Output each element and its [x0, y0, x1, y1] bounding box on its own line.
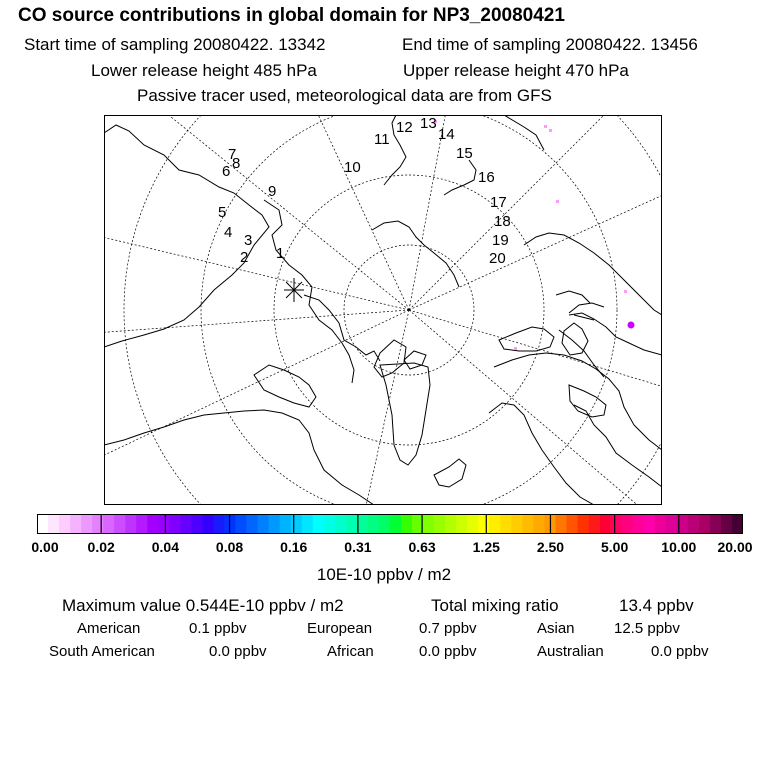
colorbar-tick-label: 0.04	[151, 539, 179, 555]
trajectory-time-label: 7	[228, 146, 237, 163]
colorbar-swatch	[666, 514, 677, 534]
trajectory-time-label: 5	[218, 204, 227, 221]
colorbar-swatch	[191, 514, 202, 534]
trajectory-time-label: 12	[396, 119, 413, 136]
colorbar-tick-label: 0.16	[280, 539, 308, 555]
plot-title: CO source contributions in global domain for NP3_20080421	[18, 5, 565, 26]
trajectory-time-label: 8	[232, 155, 241, 172]
colorbar-swatch	[357, 514, 368, 534]
plume-dot	[549, 129, 552, 132]
total-mixing-value: 13.4 ppbv	[619, 596, 694, 615]
trajectory-time-label: 9	[268, 183, 277, 200]
colorbar-swatch	[136, 514, 147, 534]
region-name-european: European	[307, 620, 373, 637]
region-name-south-american: South American	[49, 643, 155, 660]
colorbar-swatch	[202, 514, 213, 534]
colorbar-swatch	[70, 514, 81, 534]
trajectory-time-label: 4	[224, 224, 233, 241]
region-name-african: African	[327, 643, 374, 660]
trajectory-time-label: 1	[276, 245, 285, 262]
map-canvas	[104, 115, 662, 505]
colorbar-unit: 10E-10 ppbv / m2	[316, 565, 452, 584]
trajectory-time-label: 11	[374, 131, 390, 148]
trajectory-time-label: 2	[240, 249, 249, 266]
max-value-label: Maximum value 0.544E-10 ppbv / m2	[62, 596, 344, 615]
colorbar-swatch	[732, 514, 743, 534]
colorbar-tick-label: 10.00	[661, 539, 697, 555]
region-name-australian: Australian	[537, 643, 604, 660]
colorbar-swatch	[324, 514, 335, 534]
trajectory-time-label: 19	[492, 232, 509, 249]
colorbar-swatch	[291, 514, 302, 534]
colorbar-swatch	[313, 514, 324, 534]
upper-release-label: Upper release height 470 hPa	[403, 61, 629, 80]
region-value-european: 0.7 ppbv	[419, 620, 477, 637]
region-name-american: American	[77, 620, 141, 637]
colorbar-swatch	[401, 514, 412, 534]
colorbar-swatch	[346, 514, 357, 534]
colorbar-swatch	[611, 514, 622, 534]
colorbar-tick-label: 0.02	[87, 539, 115, 555]
colorbar-swatch	[489, 514, 500, 534]
end-time-label: End time of sampling 20080422. 13456	[402, 35, 698, 54]
trajectory-time-label: 6	[222, 163, 231, 180]
colorbar-swatch	[511, 514, 522, 534]
colorbar-swatch	[500, 514, 511, 534]
colorbar-tick-label: 1.25	[472, 539, 500, 555]
colorbar-swatch	[368, 514, 379, 534]
trajectory-time-label: 14	[438, 126, 455, 143]
plume-dot	[556, 200, 559, 203]
colorbar-swatch	[445, 514, 456, 534]
plume-dot	[624, 290, 627, 293]
colorbar-swatch	[688, 514, 699, 534]
colorbar-tick-label: 0.31	[344, 539, 372, 555]
region-value-australian: 0.0 ppbv	[651, 643, 709, 660]
colorbar-swatch	[622, 514, 633, 534]
colorbar-swatch	[379, 514, 390, 534]
colorbar-swatch	[710, 514, 721, 534]
trajectory-time-label: 17	[490, 194, 507, 211]
colorbar-swatch	[589, 514, 600, 534]
colorbar-swatch	[699, 514, 710, 534]
region-value-asian: 12.5 ppbv	[614, 620, 680, 637]
colorbar-swatch	[48, 514, 59, 534]
region-name-asian: Asian	[537, 620, 575, 637]
trajectory-time-label: 18	[494, 213, 511, 230]
region-value-african: 0.0 ppbv	[419, 643, 477, 660]
colorbar-swatch	[125, 514, 136, 534]
trajectory-time-label: 3	[244, 232, 253, 249]
colorbar-swatch	[567, 514, 578, 534]
colorbar-swatch	[81, 514, 92, 534]
region-value-south-american: 0.0 ppbv	[209, 643, 267, 660]
colorbar-swatch	[600, 514, 611, 534]
colorbar-swatch	[180, 514, 191, 534]
colorbar-swatch	[633, 514, 644, 534]
colorbar-swatch	[103, 514, 114, 534]
trajectory-time-label: 20	[489, 250, 506, 267]
colorbar-swatch	[533, 514, 544, 534]
colorbar-tick-label: 0.00	[31, 539, 59, 555]
colorbar-swatch	[555, 514, 566, 534]
colorbar-swatch	[522, 514, 533, 534]
colorbar-swatch	[225, 514, 236, 534]
trajectory-time-label: 16	[478, 169, 495, 186]
colorbar-swatch	[478, 514, 489, 534]
colorbar-swatch	[269, 514, 280, 534]
colorbar-swatch	[302, 514, 313, 534]
plume-dot	[544, 125, 547, 128]
colorbar-tick-label: 20.00	[717, 539, 753, 555]
colorbar-swatch	[258, 514, 269, 534]
colorbar-swatch	[280, 514, 291, 534]
plume-dot	[514, 347, 517, 350]
colorbar-tick-label: 5.00	[601, 539, 629, 555]
colorbar-swatch	[37, 514, 48, 534]
tracer-note: Passive tracer used, meteorological data are from GFS	[137, 86, 552, 105]
start-time-label: Start time of sampling 20080422. 13342	[24, 35, 326, 54]
colorbar-swatch	[169, 514, 180, 534]
plume-dot-max	[628, 322, 635, 329]
colorbar-swatch	[247, 514, 258, 534]
trajectory-time-label: 15	[456, 145, 473, 162]
colorbar-tick-label: 0.08	[215, 539, 244, 555]
colorbar-swatch	[423, 514, 434, 534]
colorbar-swatch	[644, 514, 655, 534]
colorbar-swatch	[434, 514, 445, 534]
region-value-american: 0.1 ppbv	[189, 620, 247, 637]
colorbar-swatch	[467, 514, 478, 534]
colorbar-tick-label: 2.50	[536, 539, 565, 555]
colorbar-swatch	[578, 514, 589, 534]
polar-map	[104, 115, 662, 505]
colorbar-tick-label: 0.63	[408, 539, 436, 555]
colorbar-swatch	[655, 514, 666, 534]
colorbar-swatch	[214, 514, 225, 534]
colorbar-swatch	[335, 514, 346, 534]
colorbar-swatch	[721, 514, 732, 534]
colorbar-swatch	[114, 514, 125, 534]
colorbar-swatch	[92, 514, 103, 534]
lower-release-label: Lower release height 485 hPa	[91, 61, 317, 80]
colorbar-swatch	[158, 514, 169, 534]
colorbar-swatch	[390, 514, 401, 534]
colorbar-swatch	[147, 514, 158, 534]
colorbar-swatch	[59, 514, 70, 534]
total-mixing-label: Total mixing ratio	[431, 596, 559, 615]
colorbar	[37, 514, 743, 534]
colorbar-swatch	[236, 514, 247, 534]
colorbar-swatch	[456, 514, 467, 534]
trajectory-time-label: 10	[344, 159, 361, 176]
map-border	[105, 116, 662, 505]
trajectory-time-label: 13	[420, 115, 437, 132]
